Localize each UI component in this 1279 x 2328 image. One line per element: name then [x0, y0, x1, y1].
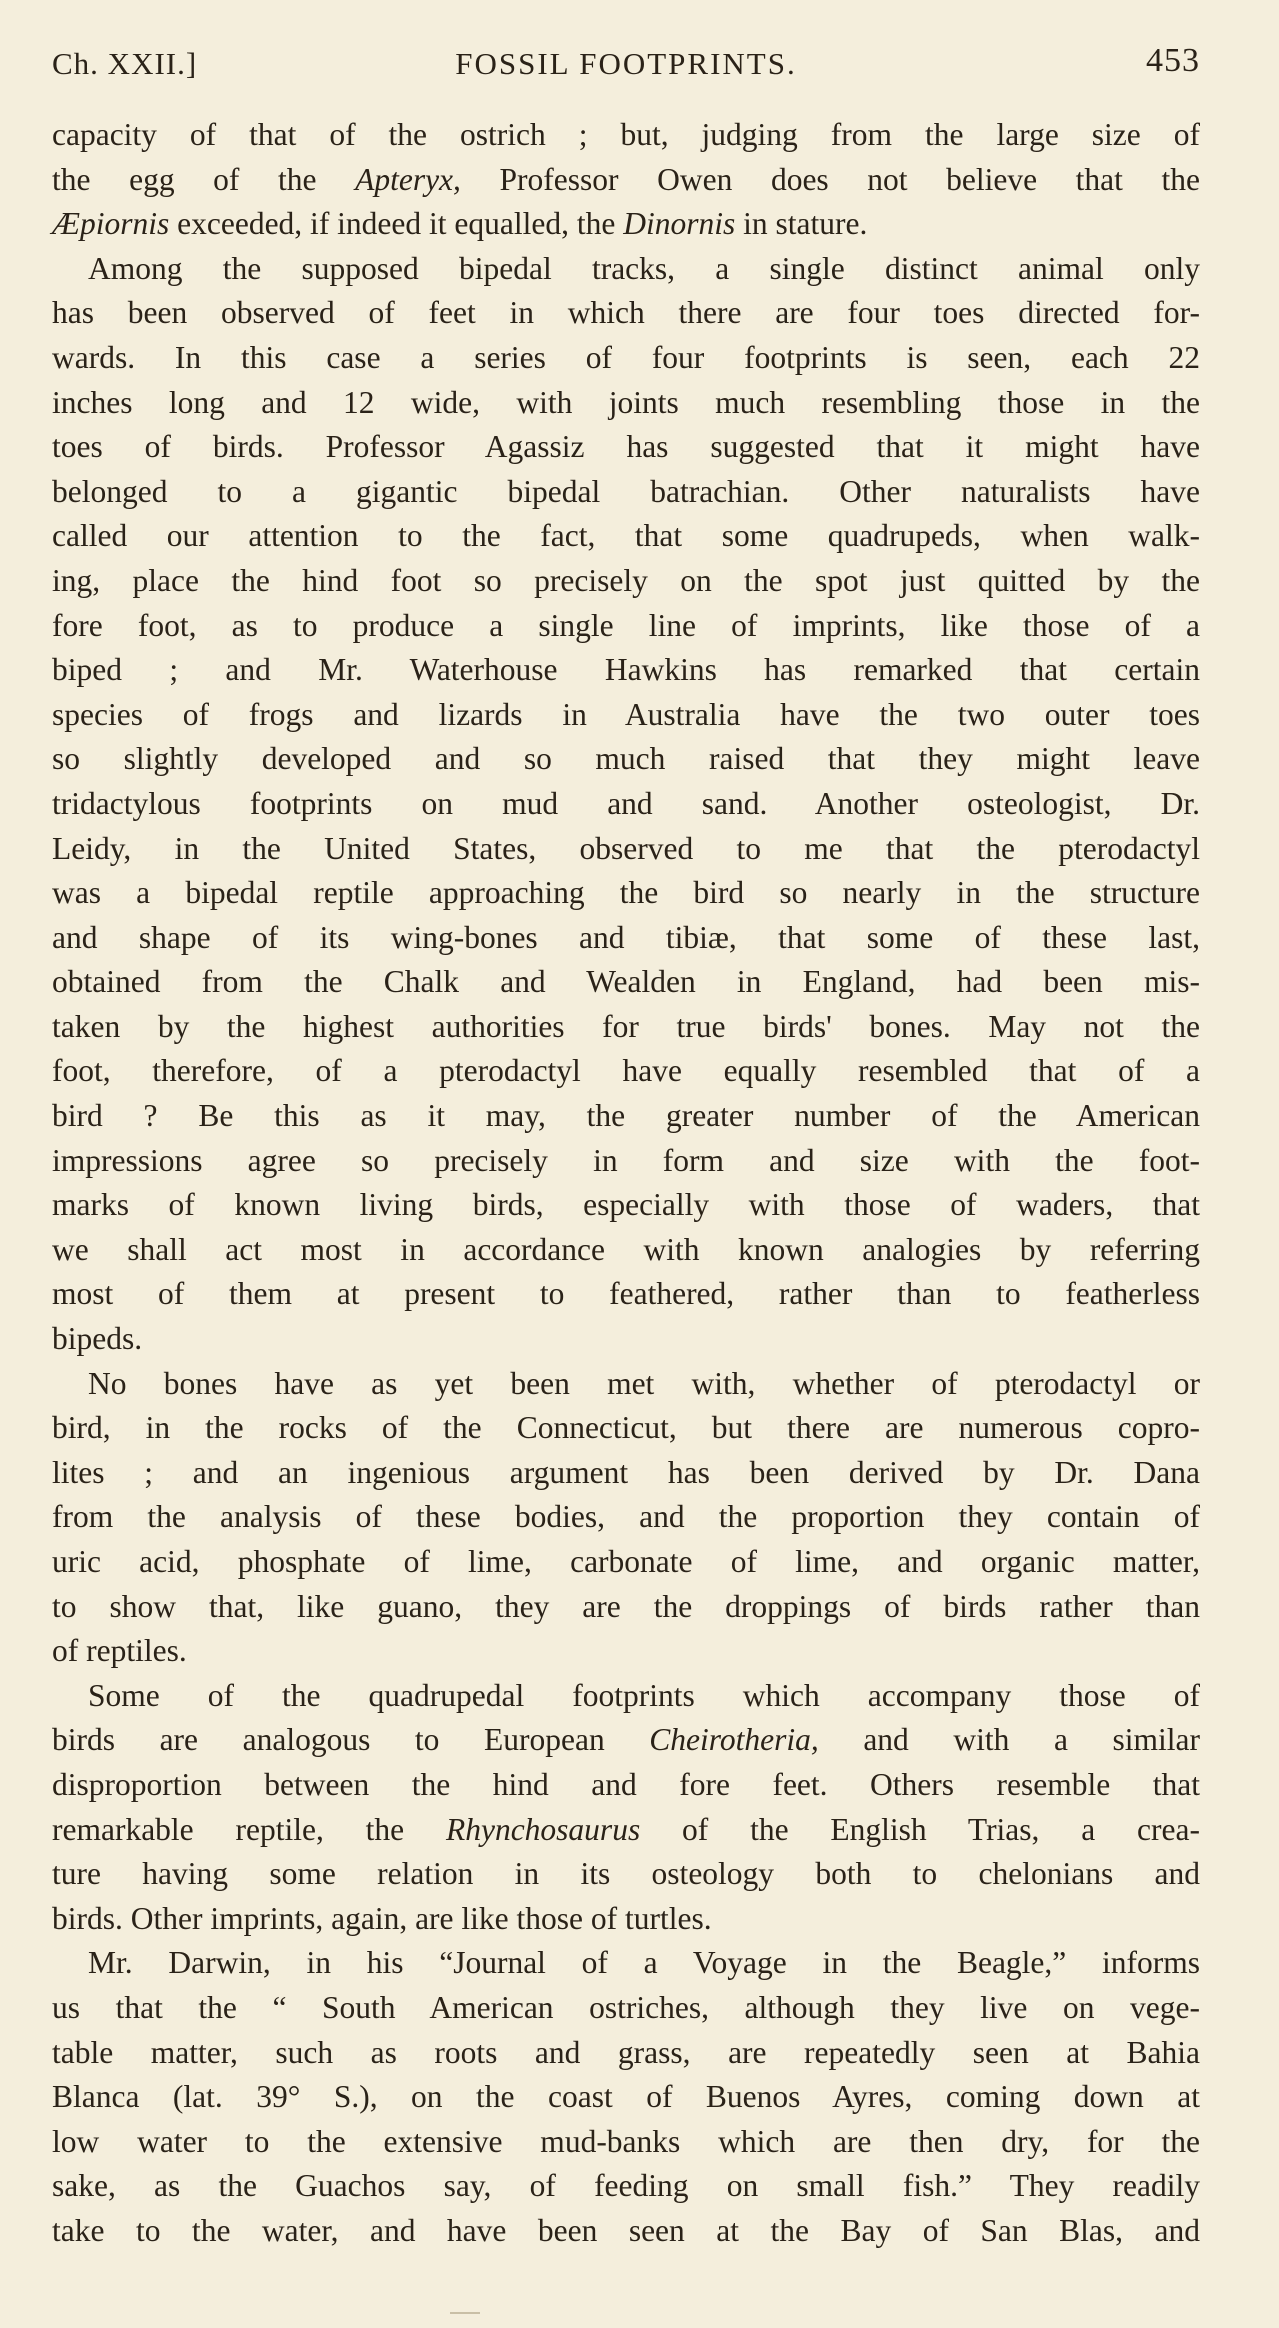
text-line: was a bipedal reptile approaching the bird so nearly in the structure	[52, 875, 1200, 911]
body-text	[52, 113, 1200, 2254]
text-line: marks of known living birds, especially with those of waders, that	[52, 1187, 1200, 1223]
text-line: biped ; and Mr. Waterhouse Hawkins has remarked that certain	[52, 652, 1200, 688]
text-line: Among the supposed bipedal tracks, a single distinct animal only	[88, 250, 1200, 286]
text-line: take to the water, and have been seen at the Bay of San Blas, and	[52, 2212, 1200, 2248]
text-line: ing, place the hind foot so precisely on the spot just quitted by the	[52, 562, 1200, 598]
text-line: capacity of that of the ostrich ; but, judging from the large size of	[52, 117, 1200, 152]
text-line: inches long and 12 wide, with joints much resembling those in the	[52, 384, 1200, 420]
text-line: bipeds.	[52, 1321, 143, 1357]
text-line: birds are analogous to European Cheirotheria, and with a similar	[52, 1722, 1201, 1758]
chapter-label: Ch. XXII.]	[52, 46, 198, 81]
italic-term: Rhynchosaurus	[445, 1811, 641, 1847]
text-line: the egg of the Apteryx, Professor Owen does not believe that the	[52, 161, 1200, 197]
text-line: of reptiles.	[52, 1633, 187, 1669]
text-line: obtained from the Chalk and Wealden in England, had been mis-	[52, 964, 1200, 1000]
text-line: has been observed of feet in which there are four toes directed for-	[52, 295, 1200, 331]
paragraph-1	[52, 113, 1200, 247]
paragraph-5	[52, 1941, 1200, 2253]
text-line: Mr. Darwin, in his “Journal of a Voyage in the Beagle,” informs	[88, 1945, 1200, 1981]
italic-term: Dinornis	[623, 206, 736, 242]
text-line: we shall act most in accordance with known analogies by referring	[52, 1231, 1200, 1267]
text-line: species of frogs and lizards in Australia have the two outer toes	[52, 696, 1200, 732]
paragraph-3	[52, 1362, 1200, 1674]
text-line: Leidy, in the United States, observed to me that the pterodactyl	[52, 830, 1200, 866]
text-line: belonged to a gigantic bipedal batrachian. Other naturalists have	[52, 473, 1200, 509]
page-bottom-mark	[450, 2312, 480, 2314]
text-line: fore foot, as to produce a single line of imprints, like those of a	[52, 607, 1200, 643]
text-line: bird ? Be this as it may, the greater number of the American	[52, 1098, 1200, 1134]
text-line: remarkable reptile, the Rhynchosaurus of the English Trias, a crea-	[52, 1811, 1200, 1847]
text-line: ture having some relation in its osteology both to chelonians and	[52, 1856, 1200, 1892]
text-line: sake, as the Guachos say, of feeding on small fish.” They readily	[52, 2168, 1200, 2204]
text-line: Blanca (lat. 39° S.), on the coast of Buenos Ayres, coming down at	[52, 2079, 1200, 2115]
text-line: taken by the highest authorities for true birds' bones. May not the	[52, 1008, 1200, 1044]
italic-term: Apteryx,	[355, 161, 461, 197]
text-line: us that the “ South American ostriches, although they live on vege-	[52, 1989, 1200, 2025]
text-line: Some of the quadrupedal footprints which accompany those of	[88, 1677, 1200, 1713]
text-line: uric acid, phosphate of lime, carbonate of lime, and organic matter,	[52, 1544, 1200, 1579]
text-line: to show that, like guano, they are the droppings of birds rather than	[52, 1588, 1200, 1624]
italic-term: Æpiornis	[52, 206, 170, 242]
text-line: from the analysis of these bodies, and the proportion they contain of	[52, 1499, 1200, 1535]
text-line: lites ; and an ingenious argument has been derived by Dr. Dana	[52, 1454, 1200, 1490]
text-line: table matter, such as roots and grass, are repeatedly seen at Bahia	[52, 2034, 1200, 2070]
text-line: toes of birds. Professor Agassiz has suggested that it might have	[52, 429, 1200, 465]
paragraph-4	[52, 1674, 1200, 1942]
text-line: low water to the extensive mud-banks which are then dry, for the	[52, 2123, 1200, 2159]
text-line: disproportion between the hind and fore feet. Others resemble that	[52, 1766, 1200, 1802]
text-line: tridactylous footprints on mud and sand. Another osteologist, Dr.	[52, 785, 1200, 821]
text-line: No bones have as yet been met with, whether of pterodactyl or	[88, 1365, 1200, 1401]
italic-term: Cheirotheria,	[649, 1722, 819, 1758]
book-page	[52, 40, 1200, 2254]
text-line: foot, therefore, of a pterodactyl have equally resembled that of a	[52, 1053, 1200, 1089]
page-number: 453	[1146, 42, 1200, 79]
text-line: most of them at present to feathered, rather than to featherless	[52, 1276, 1200, 1312]
text-line: so slightly developed and so much raised that they might leave	[52, 741, 1200, 777]
text-line: called our attention to the fact, that some quadrupeds, when walk-	[52, 518, 1200, 554]
text-line: bird, in the rocks of the Connecticut, but there are numerous copro-	[52, 1410, 1200, 1446]
text-line: birds. Other imprints, again, are like those of turtles.	[52, 1900, 712, 1936]
running-title: FOSSIL FOOTPRINTS.	[455, 46, 797, 81]
text-line: wards. In this case a series of four footprints is seen, each 22	[52, 339, 1200, 375]
text-line: and shape of its wing-bones and tibiæ, that some of these last,	[52, 919, 1200, 955]
paragraph-2	[52, 247, 1200, 1362]
text-line: impressions agree so precisely in form and size with the foot-	[52, 1142, 1200, 1178]
text-line: Æpiornis exceeded, if indeed it equalled, the Dinornis in stature.	[52, 206, 868, 242]
running-head	[52, 40, 1200, 90]
